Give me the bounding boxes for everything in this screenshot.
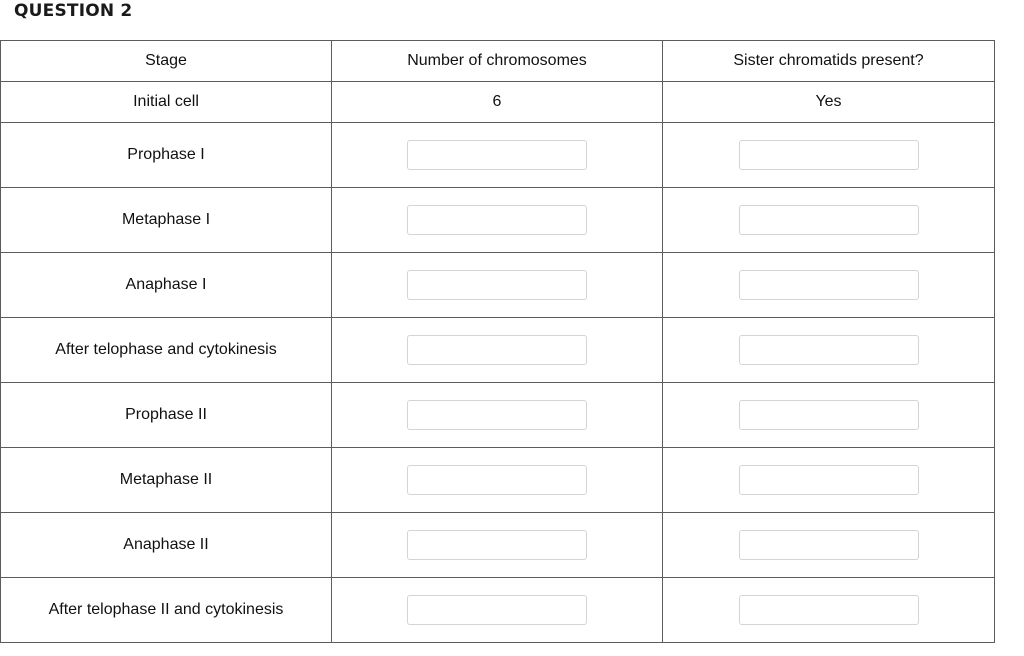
- sister-chromatids-input-prophase-1[interactable]: [739, 140, 919, 170]
- stage-label: Initial cell: [1, 82, 332, 123]
- sister-chromatids-input-telophase-1[interactable]: [739, 335, 919, 365]
- sister-chromatids-input-metaphase-1[interactable]: [739, 205, 919, 235]
- stage-label: Anaphase II: [1, 513, 332, 578]
- chromosome-count-input-metaphase-1[interactable]: [407, 205, 587, 235]
- sister-chromatids-input-telophase-2[interactable]: [739, 595, 919, 625]
- meiosis-stage-table: [0, 40, 995, 643]
- table-row: [1, 513, 995, 578]
- header-number-of-chromosomes: Number of chromosomes: [332, 41, 663, 82]
- table-row: [1, 123, 995, 188]
- sister-chromatids-input-anaphase-2[interactable]: [739, 530, 919, 560]
- chromosome-count-input-telophase-1[interactable]: [407, 335, 587, 365]
- table-header-row: [1, 41, 995, 82]
- stage-label: Metaphase I: [1, 188, 332, 253]
- chromosome-count-input-anaphase-2[interactable]: [407, 530, 587, 560]
- table-row-initial-cell: [1, 82, 995, 123]
- chromosome-count-input-metaphase-2[interactable]: [407, 465, 587, 495]
- sister-chromatids-input-anaphase-1[interactable]: [739, 270, 919, 300]
- stage-label: Metaphase II: [1, 448, 332, 513]
- sister-chromatids-input-metaphase-2[interactable]: [739, 465, 919, 495]
- stage-label: Anaphase I: [1, 253, 332, 318]
- question-title: QUESTION 2: [14, 1, 133, 21]
- stage-label: After telophase and cytokinesis: [1, 318, 332, 383]
- stage-label: After telophase II and cytokinesis: [1, 578, 332, 643]
- stage-label: Prophase I: [1, 123, 332, 188]
- table-row: [1, 253, 995, 318]
- sister-chromatids-value: Yes: [663, 82, 995, 123]
- header-sister-chromatids: Sister chromatids present?: [663, 41, 995, 82]
- stage-label: Prophase II: [1, 383, 332, 448]
- table-row: [1, 318, 995, 383]
- chromosome-count-input-anaphase-1[interactable]: [407, 270, 587, 300]
- table-row: [1, 188, 995, 253]
- sister-chromatids-input-prophase-2[interactable]: [739, 400, 919, 430]
- chromosome-count-input-telophase-2[interactable]: [407, 595, 587, 625]
- header-stage: Stage: [1, 41, 332, 82]
- table-row: [1, 578, 995, 643]
- table-row: [1, 448, 995, 513]
- chromosome-count-input-prophase-1[interactable]: [407, 140, 587, 170]
- table-row: [1, 383, 995, 448]
- chromosome-count-value: 6: [332, 82, 663, 123]
- chromosome-count-input-prophase-2[interactable]: [407, 400, 587, 430]
